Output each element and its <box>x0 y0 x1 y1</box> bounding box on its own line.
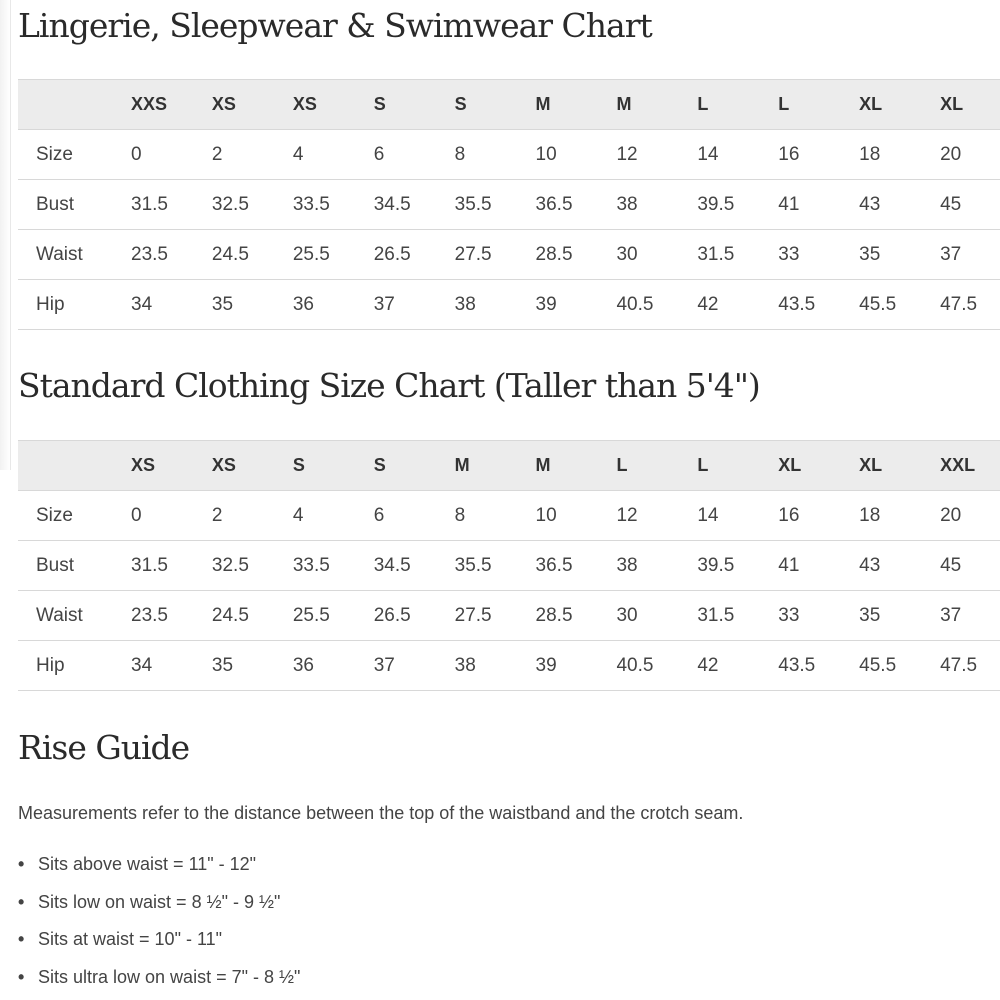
bust-value-cell: 43 <box>838 180 919 230</box>
waist-value-cell: 31.5 <box>676 230 757 280</box>
size-value-cell: 4 <box>272 130 353 180</box>
row-label: Size <box>18 130 110 180</box>
rise-guide-list <box>18 846 300 996</box>
standard-header-label <box>18 441 110 491</box>
waist-value-cell: 24.5 <box>191 591 272 641</box>
standard-size-header-row <box>18 441 1000 491</box>
size-value-cell: 4 <box>272 491 353 541</box>
size-value-cell: 16 <box>757 491 838 541</box>
lingerie-hip-row <box>18 280 1000 330</box>
standard-waist-row <box>18 591 1000 641</box>
lingerie-size-heading: M <box>515 80 596 130</box>
bust-value-cell: 33.5 <box>272 541 353 591</box>
lingerie-size-header-row <box>18 80 1000 130</box>
waist-value-cell: 26.5 <box>353 591 434 641</box>
rise-item-text: Sits low on waist = 8 ½" - 9 ½" <box>38 891 281 912</box>
waist-value-cell: 24.5 <box>191 230 272 280</box>
lingerie-size-heading: XL <box>838 80 919 130</box>
waist-value-cell: 28.5 <box>515 591 596 641</box>
hip-value-cell: 34 <box>110 641 191 691</box>
lingerie-chart-title: Lingerie, Sleepwear & Swimwear Chart <box>18 6 652 45</box>
waist-value-cell: 37 <box>919 230 1000 280</box>
size-value-cell: 6 <box>353 130 434 180</box>
size-value-cell: 20 <box>919 491 1000 541</box>
waist-value-cell: 33 <box>757 591 838 641</box>
bust-value-cell: 33.5 <box>272 180 353 230</box>
lingerie-size-table <box>18 79 1000 330</box>
row-label: Bust <box>18 541 110 591</box>
bust-value-cell: 34.5 <box>353 541 434 591</box>
standard-size-heading: XL <box>757 441 838 491</box>
standard-size-heading: XL <box>838 441 919 491</box>
waist-value-cell: 31.5 <box>676 591 757 641</box>
bust-value-cell: 41 <box>757 541 838 591</box>
size-value-cell: 18 <box>838 491 919 541</box>
standard-size-heading: L <box>676 441 757 491</box>
bust-value-cell: 36.5 <box>515 180 596 230</box>
bullet-icon: • <box>18 929 25 949</box>
waist-value-cell: 35 <box>838 591 919 641</box>
waist-value-cell: 37 <box>919 591 1000 641</box>
size-value-cell: 12 <box>595 491 676 541</box>
size-value-cell: 0 <box>110 491 191 541</box>
hip-value-cell: 40.5 <box>595 641 676 691</box>
hip-value-cell: 37 <box>353 641 434 691</box>
size-value-cell: 2 <box>191 130 272 180</box>
waist-value-cell: 33 <box>757 230 838 280</box>
list-item <box>18 959 300 997</box>
bust-value-cell: 34.5 <box>353 180 434 230</box>
bullet-icon: • <box>18 966 25 987</box>
hip-value-cell: 35 <box>191 280 272 330</box>
hip-value-cell: 38 <box>434 280 515 330</box>
rise-guide-title: Rise Guide <box>18 728 190 767</box>
bullet-icon: • <box>18 891 25 912</box>
hip-value-cell: 47.5 <box>919 641 1000 691</box>
bust-value-cell: 38 <box>595 541 676 591</box>
standard-size-heading: XS <box>110 441 191 491</box>
standard-size-table <box>18 440 1000 691</box>
lingerie-waist-row <box>18 230 1000 280</box>
hip-value-cell: 36 <box>272 280 353 330</box>
list-item <box>18 921 300 959</box>
waist-value-cell: 27.5 <box>434 591 515 641</box>
standard-bust-row <box>18 541 1000 591</box>
waist-value-cell: 25.5 <box>272 591 353 641</box>
hip-value-cell: 39 <box>515 280 596 330</box>
lingerie-size-heading: S <box>434 80 515 130</box>
lingerie-size-heading: L <box>676 80 757 130</box>
bust-value-cell: 32.5 <box>191 541 272 591</box>
hip-value-cell: 39 <box>515 641 596 691</box>
size-value-cell: 2 <box>191 491 272 541</box>
size-value-cell: 20 <box>919 130 1000 180</box>
hip-value-cell: 45.5 <box>838 280 919 330</box>
hip-value-cell: 35 <box>191 641 272 691</box>
waist-value-cell: 26.5 <box>353 230 434 280</box>
bust-value-cell: 39.5 <box>676 180 757 230</box>
waist-value-cell: 23.5 <box>110 230 191 280</box>
waist-value-cell: 23.5 <box>110 591 191 641</box>
rise-item-text: Sits above waist = 11" - 12" <box>38 854 257 874</box>
size-value-cell: 10 <box>515 491 596 541</box>
standard-hip-row <box>18 641 1000 691</box>
bust-value-cell: 43 <box>838 541 919 591</box>
size-value-cell: 8 <box>434 491 515 541</box>
size-value-cell: 16 <box>757 130 838 180</box>
standard-size-heading: XS <box>191 441 272 491</box>
hip-value-cell: 42 <box>676 280 757 330</box>
hip-value-cell: 45.5 <box>838 641 919 691</box>
page-left-edge <box>0 0 11 470</box>
hip-value-cell: 36 <box>272 641 353 691</box>
row-label: Hip <box>18 641 110 691</box>
standard-size-heading: M <box>515 441 596 491</box>
hip-value-cell: 47.5 <box>919 280 1000 330</box>
lingerie-size-heading: XL <box>919 80 1000 130</box>
bust-value-cell: 45 <box>919 541 1000 591</box>
bust-value-cell: 41 <box>757 180 838 230</box>
rise-item-text: Sits at waist = 10" - 11" <box>38 929 223 949</box>
waist-value-cell: 35 <box>838 230 919 280</box>
bust-value-cell: 35.5 <box>434 180 515 230</box>
size-value-cell: 14 <box>676 130 757 180</box>
row-label: Waist <box>18 230 110 280</box>
lingerie-size-heading: XS <box>191 80 272 130</box>
size-value-cell: 8 <box>434 130 515 180</box>
size-value-cell: 6 <box>353 491 434 541</box>
size-value-cell: 10 <box>515 130 596 180</box>
standard-size-heading: S <box>353 441 434 491</box>
bust-value-cell: 31.5 <box>110 180 191 230</box>
hip-value-cell: 40.5 <box>595 280 676 330</box>
row-label: Waist <box>18 591 110 641</box>
bust-value-cell: 32.5 <box>191 180 272 230</box>
bust-value-cell: 38 <box>595 180 676 230</box>
waist-value-cell: 27.5 <box>434 230 515 280</box>
lingerie-header-label <box>18 80 110 130</box>
size-value-cell: 12 <box>595 130 676 180</box>
hip-value-cell: 34 <box>110 280 191 330</box>
lingerie-size-heading: M <box>595 80 676 130</box>
waist-value-cell: 30 <box>595 591 676 641</box>
bust-value-cell: 39.5 <box>676 541 757 591</box>
bust-value-cell: 35.5 <box>434 541 515 591</box>
lingerie-size-row <box>18 130 1000 180</box>
lingerie-size-heading: XXS <box>110 80 191 130</box>
standard-size-row <box>18 491 1000 541</box>
bust-value-cell: 31.5 <box>110 541 191 591</box>
standard-size-heading: XXL <box>919 441 1000 491</box>
bust-value-cell: 36.5 <box>515 541 596 591</box>
bullet-icon: • <box>18 854 25 874</box>
standard-size-heading: M <box>434 441 515 491</box>
hip-value-cell: 42 <box>676 641 757 691</box>
hip-value-cell: 43.5 <box>757 280 838 330</box>
standard-size-heading: L <box>595 441 676 491</box>
waist-value-cell: 28.5 <box>515 230 596 280</box>
bust-value-cell: 45 <box>919 180 1000 230</box>
row-label: Bust <box>18 180 110 230</box>
list-item <box>18 884 300 922</box>
row-label: Hip <box>18 280 110 330</box>
hip-value-cell: 38 <box>434 641 515 691</box>
size-value-cell: 14 <box>676 491 757 541</box>
lingerie-size-heading: L <box>757 80 838 130</box>
waist-value-cell: 30 <box>595 230 676 280</box>
rise-guide-note: Measurements refer to the distance between the top of the waistband and the crotch seam. <box>18 803 744 823</box>
size-value-cell: 18 <box>838 130 919 180</box>
rise-item-text: Sits ultra low on waist = 7" - 8 ½" <box>38 966 301 987</box>
standard-size-heading: S <box>272 441 353 491</box>
standard-chart-title: Standard Clothing Size Chart (Taller than 5'4") <box>18 366 760 405</box>
size-value-cell: 0 <box>110 130 191 180</box>
hip-value-cell: 37 <box>353 280 434 330</box>
list-item <box>18 846 300 884</box>
lingerie-bust-row <box>18 180 1000 230</box>
lingerie-size-heading: XS <box>272 80 353 130</box>
hip-value-cell: 43.5 <box>757 641 838 691</box>
lingerie-size-heading: S <box>353 80 434 130</box>
waist-value-cell: 25.5 <box>272 230 353 280</box>
row-label: Size <box>18 491 110 541</box>
